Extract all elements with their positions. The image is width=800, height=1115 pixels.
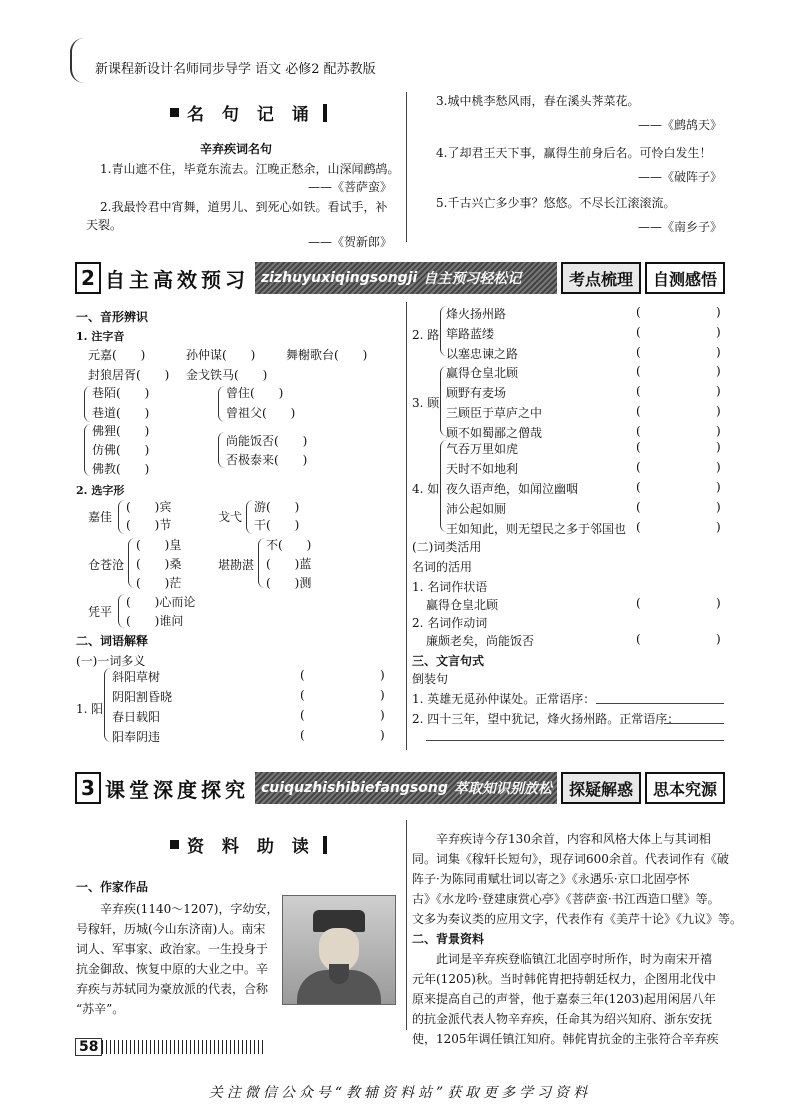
quote-3: 3.城中桃李愁风雨，春在溪头荠菜花。 [436, 94, 640, 108]
background-line: 的抗金派代表人物辛弃疾，任命其为绍兴知府、浙东安抚 [412, 1012, 713, 1026]
h-wenyanjushi: 三、文言句式 [412, 654, 485, 668]
quote-4: 4.了却君王天下事，赢得生前身后名。可怜白发生！ [436, 146, 712, 160]
portrait-image [282, 895, 396, 1005]
h-yinxing: 一、音形辨识 [76, 310, 149, 324]
quote-5: 5.千古兴亡多少事？悠悠。不尽长江滚滚流。 [436, 196, 676, 210]
brace [118, 594, 125, 628]
meaning-item: 春日载阳 [112, 710, 161, 724]
section-2-pinyin: zizhuyuxiqingsongji [261, 270, 418, 286]
works-line: 辛弃疾诗今存130余首，内容和风格大体上与其词相 [436, 832, 711, 846]
char-option: ( )心而论 [126, 595, 196, 609]
meaning-item: 王如知此，则无望民之多于邻国也 [446, 522, 627, 536]
h-xuanzixing: 2. 选字形 [76, 484, 125, 497]
bio-line: 弃疾与苏轼同为豪放派的代表，合称 [76, 982, 269, 996]
pinyin-item: 孙仲谋( ) [186, 348, 256, 362]
char-option: ( )茫 [136, 576, 182, 590]
h-beijing: 二、背景资料 [412, 932, 485, 946]
section-2-box-1: 考点梳理 [561, 262, 641, 294]
section-2-banner [75, 262, 725, 294]
section-3-number: 3 [75, 772, 101, 804]
brace [218, 432, 225, 468]
char-option: ( )蓝 [266, 557, 312, 571]
h-zuojia: 一、作家作品 [76, 880, 149, 894]
meaning-item: 天时不如地利 [446, 462, 519, 476]
meaning-item: 顾野有麦场 [446, 386, 507, 400]
section-3-pinyin: cuiquzhishibiefangsong [261, 780, 448, 796]
section-2-box-2: 自测感悟 [645, 262, 725, 294]
pinyin-item: 巷陌( ) [92, 386, 150, 400]
char-option: ( )谁问 [126, 614, 184, 628]
meaning-item: 三顾臣于草庐之中 [446, 406, 543, 420]
char-group: 嘉佳 [88, 510, 113, 524]
section-3-title: 课堂深度探究 [105, 777, 249, 802]
section-3-box-2: 思本究源 [645, 772, 725, 804]
page-number-bar [75, 1037, 265, 1057]
brace [118, 500, 125, 534]
section-2-number: 2 [75, 262, 101, 294]
background-line: 此词是辛弃疾登临镇江北固亭时所作，时为南宋开禧 [436, 952, 713, 966]
yang-label: 1. 阳 [76, 702, 104, 716]
example-item: 廉颇老矣，尚能饭否 [426, 634, 535, 648]
famous-quotes-heading: 名 句 记 诵 [170, 100, 327, 125]
h-dongci: 2. 名词作动词 [412, 616, 488, 630]
bio-line: 词人、军事家、政治家。一生投身于 [76, 942, 269, 956]
square-bullet-icon [170, 108, 179, 117]
h-mingci: 名词的活用 [412, 560, 473, 574]
meaning-item: 夜久语声绝，如闻泣幽咽 [446, 482, 579, 496]
brace [258, 538, 265, 588]
h-zhuziyin: 1. 注字音 [76, 330, 125, 343]
ru-label: 4. 如 [412, 482, 440, 496]
h-daozhuang: 倒装句 [412, 672, 449, 686]
char-option: ( )皇 [136, 538, 182, 552]
char-option: ( )测 [266, 576, 312, 590]
pinyin-item: 曾住( ) [226, 386, 284, 400]
lu-label: 2. 路 [412, 328, 440, 342]
example-item: 赢得仓皇北顾 [426, 598, 499, 612]
answer-line [596, 703, 724, 704]
pinyin-item: 否极泰来( ) [226, 453, 308, 467]
meaning-item: 斜阳草树 [112, 670, 161, 684]
section-3-banner [75, 772, 725, 804]
quote-2b: 天裂。 [86, 218, 123, 232]
works-line: 阵子·为陈同甫赋壮词以寄之》《永遇乐·京口北固亭怀 [412, 872, 690, 886]
char-group: 凭平 [88, 605, 113, 619]
pinyin-item: 佛狸( ) [92, 424, 150, 438]
char-option: ( )节 [126, 518, 172, 532]
pinyin-item: 封狼居胥( ) [88, 368, 170, 382]
pinyin-item: 巷道( ) [92, 406, 150, 420]
sentence-item: 2. 四十三年，望中犹记，烽火扬州路。正常语序： [412, 712, 680, 726]
brace [128, 538, 135, 588]
brace [84, 424, 91, 476]
section-2-slogan: 自主预习轻松记 [423, 271, 522, 287]
meaning-item: 阳奉阴违 [112, 730, 161, 744]
page-header: 新课程新设计名师同步导学 语文 必修2 配苏教版 [95, 62, 376, 77]
char-group: 戈弋 [218, 510, 243, 524]
pinyin-item: 佛教( ) [92, 462, 150, 476]
quote-4-source: ——《破阵子》 [637, 170, 722, 184]
meaning-item: 气吞万里如虎 [446, 442, 519, 456]
h-zhuangyu: 1. 名词作状语 [412, 580, 488, 594]
h-ciyu: 二、词语解释 [76, 634, 149, 648]
pinyin-item: 曾祖父( ) [226, 406, 296, 420]
bio-line: 辛弃疾(1140～1207)，字幼安， [100, 902, 279, 916]
brace [84, 386, 91, 422]
pinyin-item: 仿佛( ) [92, 443, 150, 457]
bio-line: “苏辛”。 [76, 1002, 125, 1016]
section-3-box-1: 探疑解惑 [561, 772, 641, 804]
brace [246, 500, 253, 534]
famous-subtitle: 辛弃疾词名句 [200, 142, 273, 156]
section-2-stripe [255, 262, 557, 294]
answer-line [664, 723, 724, 724]
section-2-title: 自主高效预习 [105, 267, 249, 292]
pinyin-item: 金戈铁马( ) [186, 368, 268, 382]
char-option: 干( ) [254, 518, 300, 532]
brace [104, 668, 111, 742]
gu-label: 3. 顾 [412, 396, 440, 410]
h-yiciduoyi: (一)一词多义 [76, 654, 146, 668]
bar-icon [323, 104, 327, 122]
section-3-stripe [255, 772, 557, 804]
bio-line: 抗金御敌、恢复中原的大业之中。辛 [76, 962, 269, 976]
char-option: ( )桑 [136, 557, 182, 571]
footer-note: 关注微信公众号“教辅资料站”获取更多学习资料 [208, 1085, 592, 1101]
quote-2a: 2.我最怜君中宵舞，道男儿、到死心如铁。看试手，补 [100, 200, 388, 214]
sentence-item: 1. 英雄无觅孙仲谋处。正常语序： [412, 692, 596, 706]
column-divider [406, 820, 407, 1030]
background-line: 使，1205年调任镇江知府。韩侂胄抗金的主张符合辛弃疾 [412, 1032, 719, 1046]
pinyin-item: 舞榭歌台( ) [286, 348, 368, 362]
answer-line [426, 740, 724, 741]
bar-icon [323, 836, 327, 854]
dotted-strip [102, 1040, 265, 1054]
square-bullet-icon [170, 840, 179, 849]
page-number: 58 [75, 1038, 102, 1056]
background-line: 元年(1205)秋。当时韩侂胄把持朝廷权力，企图用北伐中 [412, 972, 716, 986]
char-option: 游( ) [254, 500, 300, 514]
meaning-item: 以塞忠谏之路 [446, 347, 519, 361]
reference-heading: 资 料 助 读 [170, 832, 327, 857]
quote-1: 1.青山遮不住，毕竟东流去。江晚正愁余，山深闻鹧鸪。 [100, 162, 400, 176]
meaning-item: 烽火扬州路 [446, 307, 507, 321]
column-divider [406, 302, 407, 750]
works-line: 古》《水龙吟·登建康赏心亭》《菩萨蛮·书江西造口壁》等。 [412, 892, 720, 906]
char-group: 仓苍沧 [88, 558, 125, 572]
h-cileihuoyong: (二)词类活用 [412, 540, 482, 554]
pinyin-item: 尚能饭否( ) [226, 434, 308, 448]
section-3-slogan: 萃取知识别放松 [453, 781, 552, 797]
quote-1-source: ——《菩萨蛮》 [307, 180, 392, 194]
background-line: 原来提高自己的声誉，他于嘉泰三年(1203)起用闲居八年 [412, 992, 716, 1006]
meaning-item: 筚路蓝缕 [446, 327, 495, 341]
meaning-item: 沛公起如厕 [446, 502, 507, 516]
bio-line: 号稼轩，历城(今山东济南)人。南宋 [76, 922, 266, 936]
char-group: 堪勘湛 [218, 558, 255, 572]
char-option: 不( ) [266, 538, 312, 552]
quote-3-source: ——《鹧鸪天》 [637, 118, 722, 132]
meaning-item: 阴阳割昏晓 [112, 690, 173, 704]
brace [218, 386, 225, 422]
column-divider [406, 92, 407, 242]
quote-5-source: ——《南乡子》 [637, 220, 722, 234]
quote-2-source: ——《贺新郎》 [307, 235, 392, 249]
pinyin-item: 元嘉( ) [88, 348, 146, 362]
meaning-item: 顾不如蜀鄙之僧哉 [446, 426, 543, 440]
meaning-item: 赢得仓皇北顾 [446, 366, 519, 380]
char-option: ( )宾 [126, 500, 172, 514]
works-line: 同。词集《稼轩长短句》，现存词600余首。代表词作有《破 [412, 852, 729, 866]
header-curve [70, 38, 90, 83]
works-line: 文多为奏议类的应用文字，代表作有《美芹十论》《九议》等。 [412, 912, 743, 926]
